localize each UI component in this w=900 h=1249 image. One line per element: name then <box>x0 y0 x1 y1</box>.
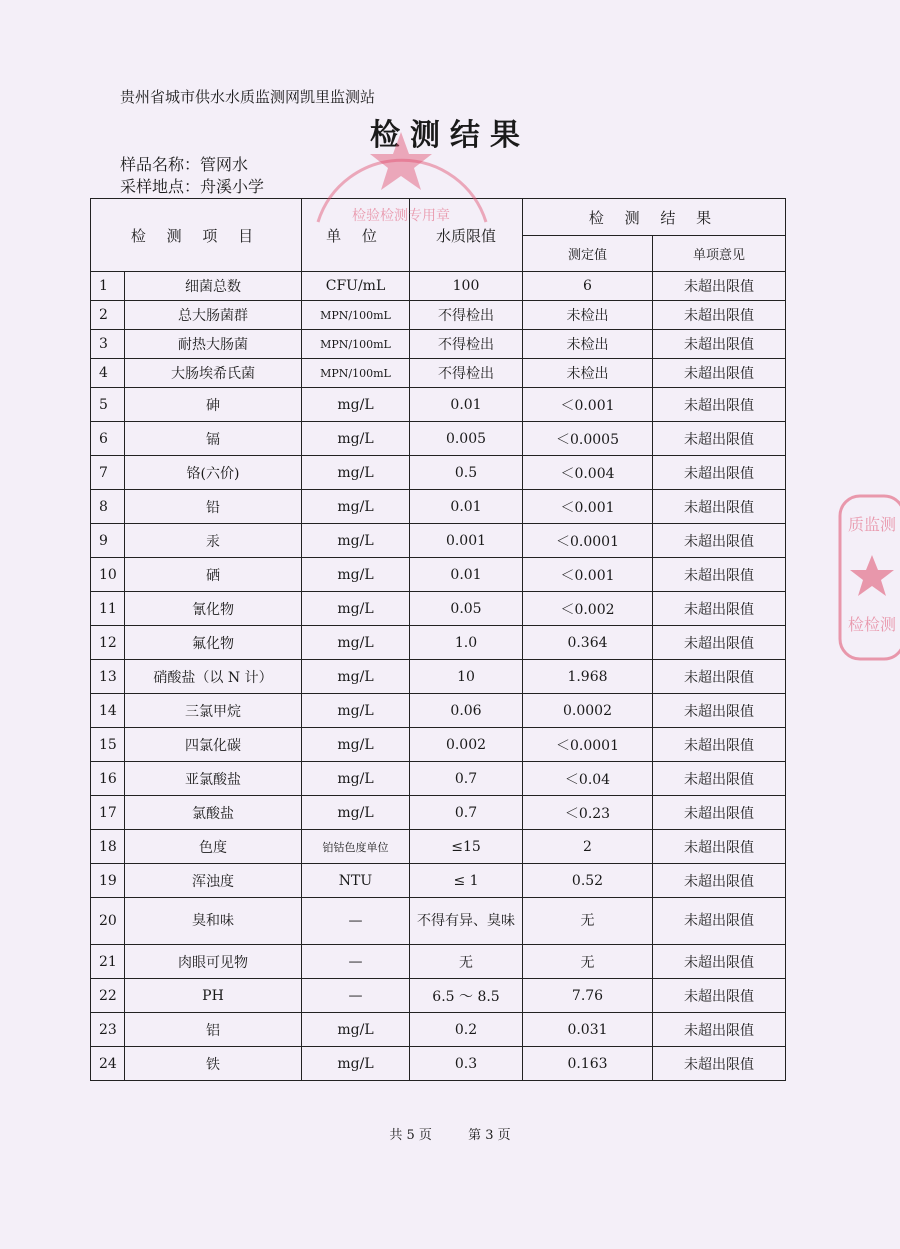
row-opinion: 未超出限值 <box>653 388 786 422</box>
row-item: 硒 <box>125 558 302 592</box>
row-unit: mg/L <box>302 694 410 728</box>
row-limit: 0.001 <box>410 524 523 558</box>
row-opinion: 未超出限值 <box>653 864 786 898</box>
row-number: 3 <box>91 330 125 359</box>
row-number: 8 <box>91 490 125 524</box>
row-item: 氰化物 <box>125 592 302 626</box>
row-opinion: 未超出限值 <box>653 558 786 592</box>
row-opinion: 未超出限值 <box>653 524 786 558</box>
row-unit: mg/L <box>302 1047 410 1081</box>
table-row <box>91 728 786 762</box>
row-opinion: 未超出限值 <box>653 830 786 864</box>
side-stamp-bottom-text: 检检测 <box>847 615 897 634</box>
row-number: 11 <box>91 592 125 626</box>
row-opinion: 未超出限值 <box>653 301 786 330</box>
row-measured-value: 0.163 <box>523 1047 653 1081</box>
row-item: 铁 <box>125 1047 302 1081</box>
row-opinion: 未超出限值 <box>653 272 786 301</box>
stamp-text: 检验检测专用章 <box>352 208 450 224</box>
row-opinion: 未超出限值 <box>653 694 786 728</box>
row-unit: mg/L <box>302 388 410 422</box>
table-row <box>91 898 786 945</box>
row-number: 7 <box>91 456 125 490</box>
row-measured-value: 7.76 <box>523 979 653 1013</box>
row-measured-value: 未检出 <box>523 330 653 359</box>
row-number: 15 <box>91 728 125 762</box>
row-limit: 10 <box>410 660 523 694</box>
row-limit: 0.05 <box>410 592 523 626</box>
row-limit: 0.005 <box>410 422 523 456</box>
side-stamp-top-text: 质监测 <box>847 515 897 534</box>
row-limit: 不得检出 <box>410 359 523 388</box>
row-measured-value: 6 <box>523 272 653 301</box>
row-unit: mg/L <box>302 456 410 490</box>
row-unit: MPN/100mL <box>302 330 410 359</box>
row-number: 10 <box>91 558 125 592</box>
row-measured-value: 2 <box>523 830 653 864</box>
row-unit: mg/L <box>302 728 410 762</box>
row-measured-value: 无 <box>523 898 653 945</box>
row-number: 16 <box>91 762 125 796</box>
row-limit: 100 <box>410 272 523 301</box>
row-measured-value: 无 <box>523 945 653 979</box>
sample-location: 采样地点：舟溪小学 <box>120 177 265 196</box>
row-item: 肉眼可见物 <box>125 945 302 979</box>
row-opinion: 未超出限值 <box>653 979 786 1013</box>
row-limit: 0.01 <box>410 490 523 524</box>
row-opinion: 未超出限值 <box>653 728 786 762</box>
header-limit: 水质限值 <box>410 199 523 272</box>
header-opinion: 单项意见 <box>653 236 786 272</box>
row-measured-value: ＜0.001 <box>523 388 653 422</box>
row-opinion: 未超出限值 <box>653 660 786 694</box>
row-number: 21 <box>91 945 125 979</box>
row-number: 5 <box>91 388 125 422</box>
table-row <box>91 864 786 898</box>
row-limit: ≤ 1 <box>410 864 523 898</box>
row-item: 氟化物 <box>125 626 302 660</box>
row-opinion: 未超出限值 <box>653 592 786 626</box>
row-unit: mg/L <box>302 660 410 694</box>
row-measured-value: 未检出 <box>523 359 653 388</box>
table-row <box>91 830 786 864</box>
row-limit: 不得有异、臭味 <box>410 898 523 945</box>
row-limit: 6.5 ～ 8.5 <box>410 979 523 1013</box>
row-limit: 0.5 <box>410 456 523 490</box>
row-item: 铬(六价) <box>125 456 302 490</box>
row-measured-value: ＜0.001 <box>523 558 653 592</box>
row-number: 6 <box>91 422 125 456</box>
row-measured-value: ＜0.0001 <box>523 728 653 762</box>
document-title: 检测结果 <box>370 118 530 153</box>
row-number: 1 <box>91 272 125 301</box>
row-item: PH <box>125 979 302 1013</box>
row-item: 铝 <box>125 1013 302 1047</box>
row-opinion: 未超出限值 <box>653 626 786 660</box>
row-limit: 0.06 <box>410 694 523 728</box>
row-measured-value: ＜0.0001 <box>523 524 653 558</box>
row-opinion: 未超出限值 <box>653 1047 786 1081</box>
row-opinion: 未超出限值 <box>653 762 786 796</box>
row-measured-value: 0.031 <box>523 1013 653 1047</box>
table-row <box>91 694 786 728</box>
row-limit: 0.7 <box>410 796 523 830</box>
row-number: 13 <box>91 660 125 694</box>
row-item: 氯酸盐 <box>125 796 302 830</box>
table-row <box>91 330 786 359</box>
table-row <box>91 1013 786 1047</box>
row-item: 四氯化碳 <box>125 728 302 762</box>
row-unit: mg/L <box>302 490 410 524</box>
page-footer <box>0 1124 900 1143</box>
row-item: 大肠埃希氏菌 <box>125 359 302 388</box>
header-measured: 测定值 <box>523 236 653 272</box>
row-unit: MPN/100mL <box>302 359 410 388</box>
row-item: 铅 <box>125 490 302 524</box>
table-row <box>91 626 786 660</box>
row-unit: mg/L <box>302 626 410 660</box>
row-number: 23 <box>91 1013 125 1047</box>
table-row <box>91 456 786 490</box>
table-row <box>91 762 786 796</box>
table-row <box>91 359 786 388</box>
row-unit: mg/L <box>302 524 410 558</box>
row-limit: 0.002 <box>410 728 523 762</box>
table-row <box>91 422 786 456</box>
row-unit: 铂钴色度单位 <box>302 830 410 864</box>
row-limit: 0.2 <box>410 1013 523 1047</box>
row-item: 细菌总数 <box>125 272 302 301</box>
row-limit: 0.01 <box>410 388 523 422</box>
row-limit: 0.3 <box>410 1047 523 1081</box>
row-unit: NTU <box>302 864 410 898</box>
row-limit: 0.7 <box>410 762 523 796</box>
row-unit: — <box>302 945 410 979</box>
row-item: 总大肠菌群 <box>125 301 302 330</box>
table-row <box>91 301 786 330</box>
row-opinion: 未超出限值 <box>653 898 786 945</box>
row-item: 臭和味 <box>125 898 302 945</box>
results-table <box>90 198 786 1081</box>
row-item: 耐热大肠菌 <box>125 330 302 359</box>
row-measured-value: 0.52 <box>523 864 653 898</box>
row-measured-value: 未检出 <box>523 301 653 330</box>
table-row <box>91 945 786 979</box>
table-row <box>91 660 786 694</box>
table-row <box>91 592 786 626</box>
row-measured-value: ＜0.002 <box>523 592 653 626</box>
table-row <box>91 1047 786 1081</box>
row-unit: CFU/mL <box>302 272 410 301</box>
row-opinion: 未超出限值 <box>653 359 786 388</box>
row-item: 镉 <box>125 422 302 456</box>
row-unit: mg/L <box>302 1013 410 1047</box>
row-item: 三氯甲烷 <box>125 694 302 728</box>
row-item: 色度 <box>125 830 302 864</box>
row-number: 2 <box>91 301 125 330</box>
row-opinion: 未超出限值 <box>653 456 786 490</box>
current-page: 第 3 页 <box>468 1128 511 1143</box>
row-opinion: 未超出限值 <box>653 945 786 979</box>
header-unit: 单 位 <box>302 199 410 272</box>
row-number: 24 <box>91 1047 125 1081</box>
row-measured-value: ＜0.001 <box>523 490 653 524</box>
total-pages: 共 5 页 <box>389 1128 432 1143</box>
table-row <box>91 979 786 1013</box>
table-row <box>91 272 786 301</box>
row-item: 硝酸盐（以 N 计） <box>125 660 302 694</box>
row-measured-value: 0.364 <box>523 626 653 660</box>
row-unit: mg/L <box>302 558 410 592</box>
row-measured-value: ＜0.004 <box>523 456 653 490</box>
row-limit: 1.0 <box>410 626 523 660</box>
row-limit: 无 <box>410 945 523 979</box>
row-limit: 不得检出 <box>410 330 523 359</box>
row-limit: 不得检出 <box>410 301 523 330</box>
row-measured-value: ＜0.0005 <box>523 422 653 456</box>
row-limit: ≤15 <box>410 830 523 864</box>
row-item: 汞 <box>125 524 302 558</box>
header-result-group: 检 测 结 果 <box>523 199 786 236</box>
table-row <box>91 388 786 422</box>
row-item: 砷 <box>125 388 302 422</box>
row-number: 20 <box>91 898 125 945</box>
row-limit: 0.01 <box>410 558 523 592</box>
row-measured-value: 1.968 <box>523 660 653 694</box>
row-unit: mg/L <box>302 422 410 456</box>
table-row <box>91 490 786 524</box>
row-number: 17 <box>91 796 125 830</box>
row-measured-value: ＜0.23 <box>523 796 653 830</box>
row-opinion: 未超出限值 <box>653 422 786 456</box>
row-measured-value: 0.0002 <box>523 694 653 728</box>
row-item: 浑浊度 <box>125 864 302 898</box>
header-item: 检 测 项 目 <box>91 199 302 272</box>
row-item: 亚氯酸盐 <box>125 762 302 796</box>
row-opinion: 未超出限值 <box>653 330 786 359</box>
row-unit: mg/L <box>302 592 410 626</box>
row-number: 12 <box>91 626 125 660</box>
sample-name: 样品名称：管网水 <box>120 155 249 174</box>
row-number: 14 <box>91 694 125 728</box>
row-number: 18 <box>91 830 125 864</box>
row-number: 19 <box>91 864 125 898</box>
side-seal-stamp <box>830 490 900 665</box>
organization-name: 贵州省城市供水水质监测网凯里监测站 <box>120 88 376 106</box>
row-unit: mg/L <box>302 762 410 796</box>
row-measured-value: ＜0.04 <box>523 762 653 796</box>
row-opinion: 未超出限值 <box>653 1013 786 1047</box>
table-row <box>91 796 786 830</box>
row-opinion: 未超出限值 <box>653 490 786 524</box>
row-unit: — <box>302 898 410 945</box>
table-row <box>91 524 786 558</box>
table-row <box>91 558 786 592</box>
row-number: 4 <box>91 359 125 388</box>
row-number: 22 <box>91 979 125 1013</box>
row-opinion: 未超出限值 <box>653 796 786 830</box>
row-number: 9 <box>91 524 125 558</box>
row-unit: mg/L <box>302 796 410 830</box>
row-unit: — <box>302 979 410 1013</box>
row-unit: MPN/100mL <box>302 301 410 330</box>
